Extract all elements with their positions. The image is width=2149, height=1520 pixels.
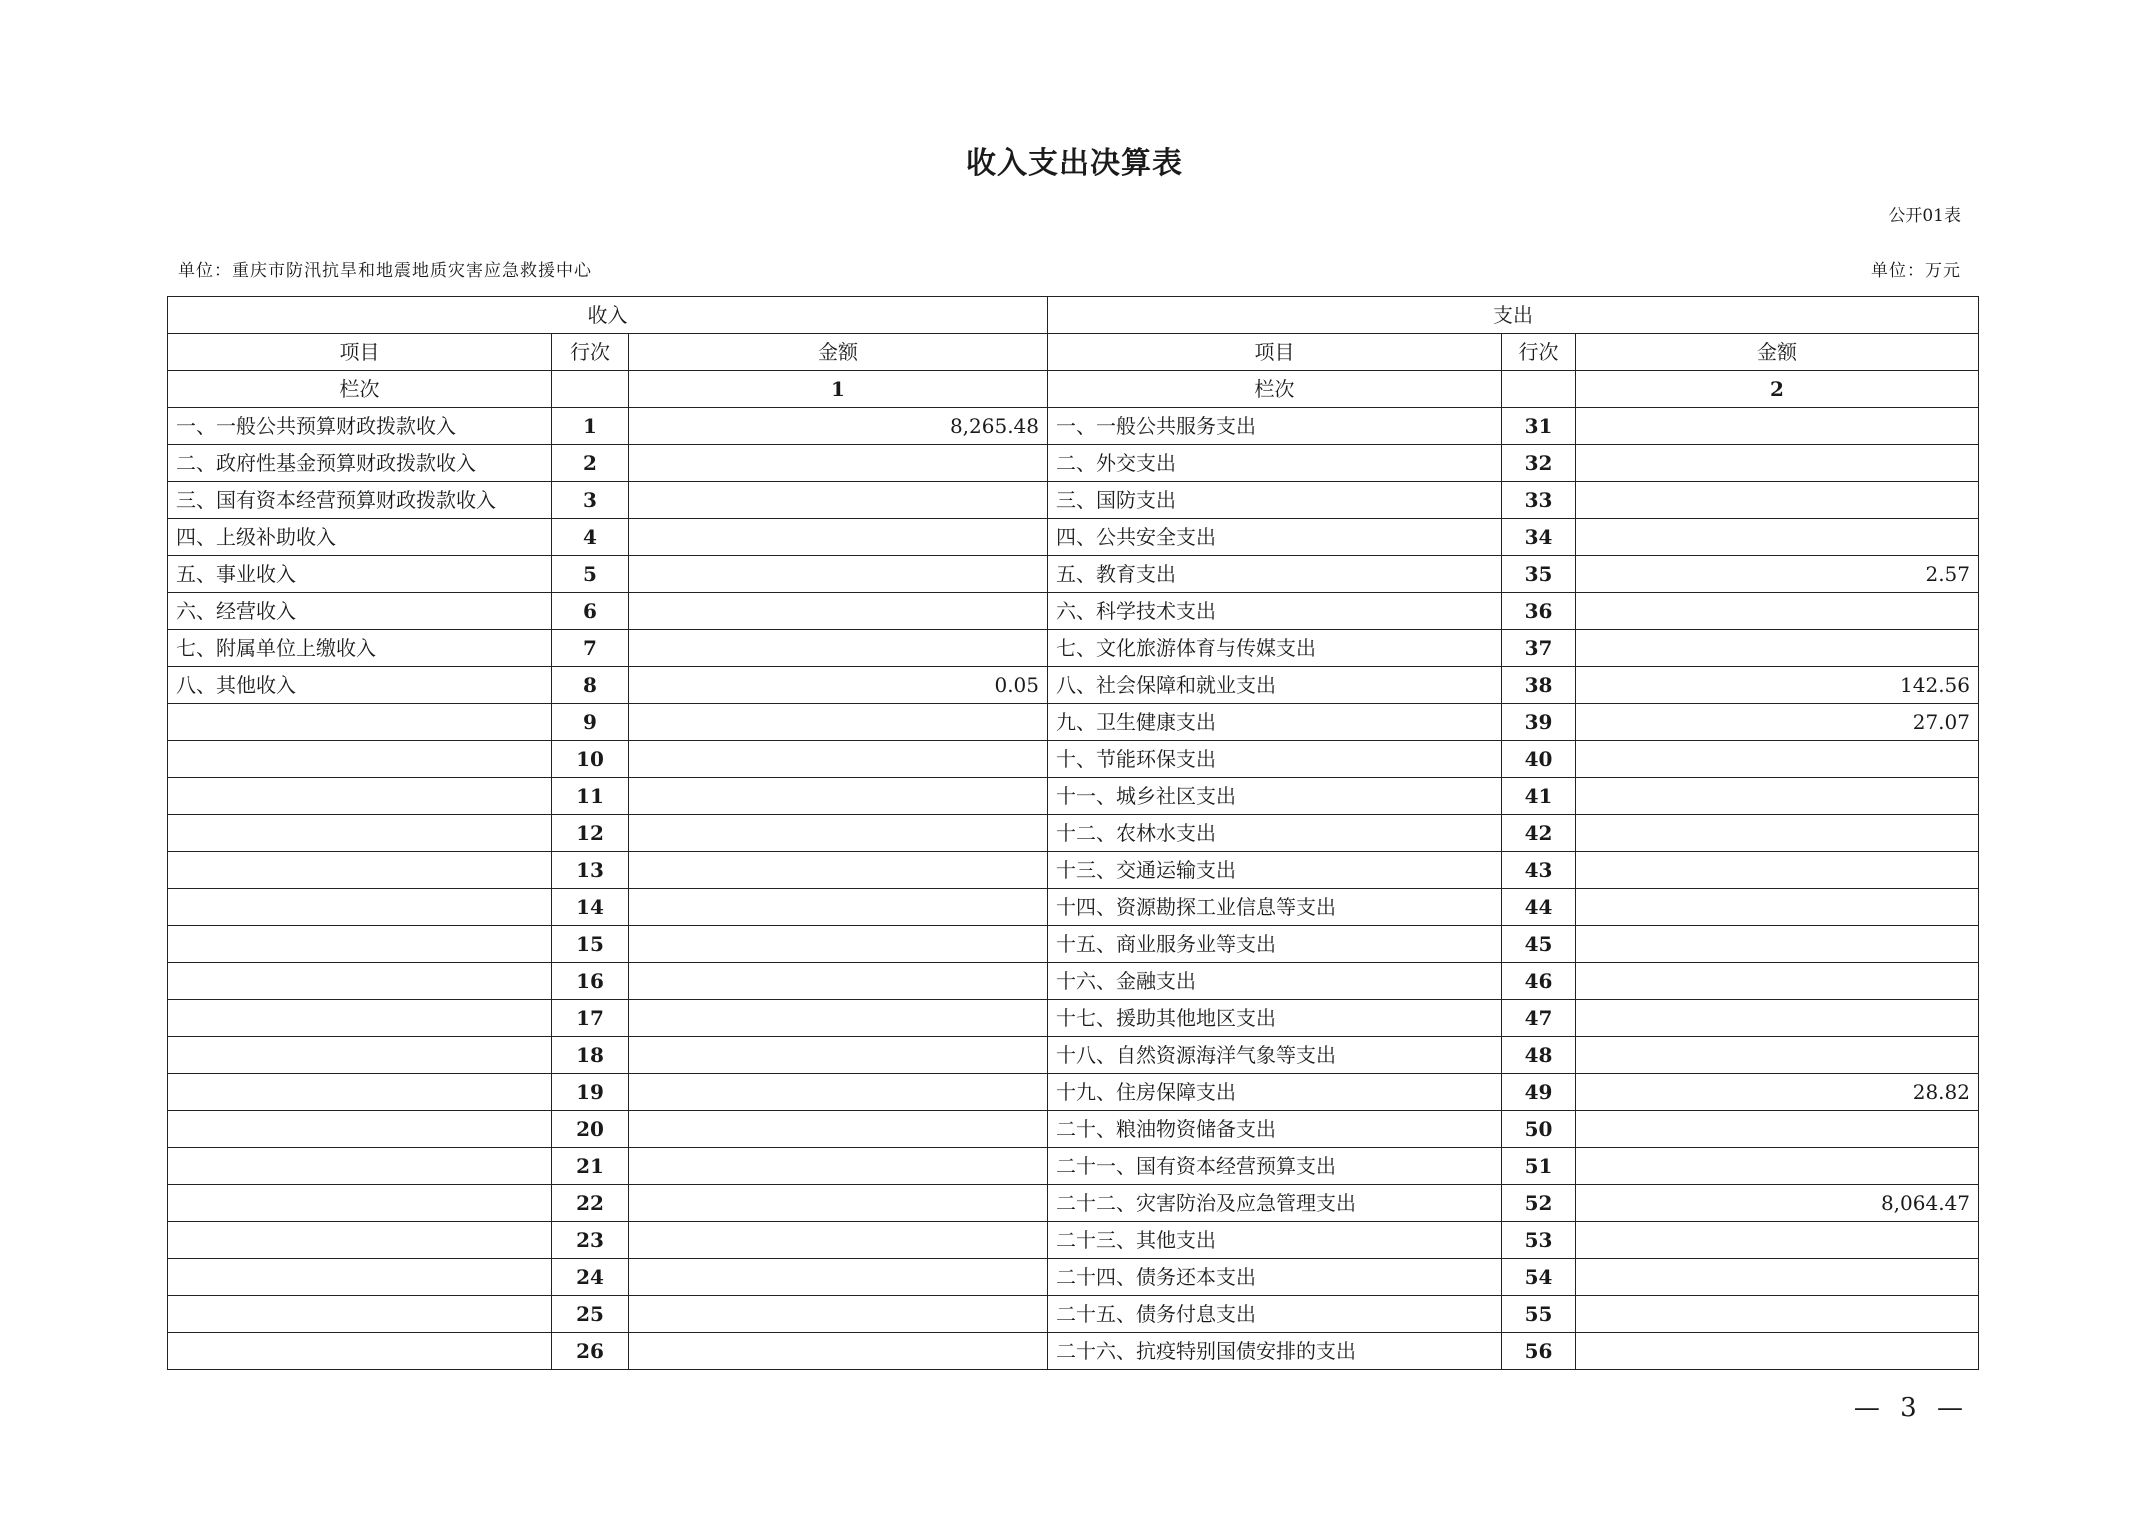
table-row [168, 704, 1979, 741]
income-row-no-cell: 10 [552, 741, 629, 778]
income-amount-cell [629, 778, 1048, 815]
income-amount-cell [629, 741, 1048, 778]
expense-item-cell: 八、社会保障和就业支出 [1048, 667, 1502, 704]
table-row [168, 1333, 1979, 1370]
income-amount-cell [629, 1148, 1048, 1185]
expense-item-cell: 十四、资源勘探工业信息等支出 [1048, 889, 1502, 926]
expense-row-no-cell: 33 [1502, 482, 1576, 519]
expense-item-cell: 二十六、抗疫特别国债安排的支出 [1048, 1333, 1502, 1370]
income-amount-cell: 0.05 [629, 667, 1048, 704]
expense-column-number: 2 [1576, 371, 1979, 408]
income-row-no-cell: 2 [552, 445, 629, 482]
income-row-no-cell: 8 [552, 667, 629, 704]
expense-item-cell: 十三、交通运输支出 [1048, 852, 1502, 889]
expense-amount-cell [1576, 1259, 1979, 1296]
expense-row-no-cell: 42 [1502, 815, 1576, 852]
expense-row-no-cell: 55 [1502, 1296, 1576, 1333]
expense-item-cell: 二、外交支出 [1048, 445, 1502, 482]
expense-amount-cell [1576, 741, 1979, 778]
income-amount-cell [629, 1185, 1048, 1222]
income-amount-header: 金额 [629, 334, 1048, 371]
income-item-cell [168, 778, 552, 815]
expense-row-no-cell: 39 [1502, 704, 1576, 741]
expense-item-cell: 二十三、其他支出 [1048, 1222, 1502, 1259]
table-row [168, 963, 1979, 1000]
income-amount-cell [629, 1000, 1048, 1037]
income-item-header: 项目 [168, 334, 552, 371]
income-item-cell [168, 704, 552, 741]
income-amount-cell [629, 1259, 1048, 1296]
expense-row-no-cell: 38 [1502, 667, 1576, 704]
income-row-no-cell: 26 [552, 1333, 629, 1370]
expense-item-cell: 十二、农林水支出 [1048, 815, 1502, 852]
income-amount-cell [629, 445, 1048, 482]
expense-amount-cell [1576, 1333, 1979, 1370]
income-item-cell [168, 852, 552, 889]
income-amount-cell [629, 519, 1048, 556]
expense-item-cell: 六、科学技术支出 [1048, 593, 1502, 630]
table-row [168, 1148, 1979, 1185]
income-row-no-cell: 12 [552, 815, 629, 852]
income-row-no-header: 行次 [552, 334, 629, 371]
income-amount-cell [629, 1111, 1048, 1148]
income-item-cell [168, 1074, 552, 1111]
income-item-cell: 三、国有资本经营预算财政拨款收入 [168, 482, 552, 519]
income-item-cell [168, 741, 552, 778]
expense-amount-cell [1576, 778, 1979, 815]
expense-item-cell: 九、卫生健康支出 [1048, 704, 1502, 741]
expense-column-label: 栏次 [1048, 371, 1502, 408]
table-row [168, 667, 1979, 704]
income-amount-cell [629, 852, 1048, 889]
income-amount-cell [629, 482, 1048, 519]
expense-row-no-cell: 53 [1502, 1222, 1576, 1259]
expense-amount-cell [1576, 1148, 1979, 1185]
page-number: — 3 — [1853, 1393, 1969, 1423]
income-item-cell [168, 1185, 552, 1222]
income-amount-cell [629, 1296, 1048, 1333]
expense-row-no-cell: 35 [1502, 556, 1576, 593]
expense-item-cell: 二十、粮油物资储备支出 [1048, 1111, 1502, 1148]
income-column-blank [552, 371, 629, 408]
expense-row-no-header: 行次 [1502, 334, 1576, 371]
expense-amount-header: 金额 [1576, 334, 1979, 371]
income-row-no-cell: 16 [552, 963, 629, 1000]
page-title: 收入支出决算表 [966, 146, 1183, 181]
form-number: 公开01表 [1888, 206, 1961, 226]
income-column-number: 1 [629, 371, 1048, 408]
expense-item-cell: 十六、金融支出 [1048, 963, 1502, 1000]
expense-row-no-cell: 44 [1502, 889, 1576, 926]
expense-row-no-cell: 56 [1502, 1333, 1576, 1370]
expense-amount-cell [1576, 482, 1979, 519]
income-item-cell [168, 1259, 552, 1296]
income-amount-cell [629, 1037, 1048, 1074]
expense-row-no-cell: 31 [1502, 408, 1576, 445]
table-row [168, 778, 1979, 815]
income-item-cell [168, 815, 552, 852]
table-row [168, 1111, 1979, 1148]
expense-amount-cell [1576, 889, 1979, 926]
income-item-cell [168, 963, 552, 1000]
income-row-no-cell: 18 [552, 1037, 629, 1074]
expense-amount-cell: 2.57 [1576, 556, 1979, 593]
expense-row-no-cell: 48 [1502, 1037, 1576, 1074]
expense-row-no-cell: 32 [1502, 445, 1576, 482]
income-item-cell [168, 1296, 552, 1333]
income-row-no-cell: 19 [552, 1074, 629, 1111]
income-row-no-cell: 17 [552, 1000, 629, 1037]
income-item-cell: 六、经营收入 [168, 593, 552, 630]
expense-item-cell: 二十四、债务还本支出 [1048, 1259, 1502, 1296]
expense-item-cell: 二十一、国有资本经营预算支出 [1048, 1148, 1502, 1185]
table-row [168, 1259, 1979, 1296]
table-row [168, 519, 1979, 556]
income-row-no-cell: 5 [552, 556, 629, 593]
expense-amount-cell: 27.07 [1576, 704, 1979, 741]
column-header-row [168, 334, 1979, 371]
table-row [168, 482, 1979, 519]
expense-row-no-cell: 47 [1502, 1000, 1576, 1037]
section-header-row [168, 297, 1979, 334]
table-row [168, 741, 1979, 778]
expense-item-cell: 十、节能环保支出 [1048, 741, 1502, 778]
income-row-no-cell: 4 [552, 519, 629, 556]
income-row-no-cell: 15 [552, 926, 629, 963]
expense-item-cell: 三、国防支出 [1048, 482, 1502, 519]
expense-row-no-cell: 50 [1502, 1111, 1576, 1148]
table-row [168, 408, 1979, 445]
income-amount-cell [629, 593, 1048, 630]
income-row-no-cell: 1 [552, 408, 629, 445]
expense-row-no-cell: 34 [1502, 519, 1576, 556]
income-item-cell [168, 926, 552, 963]
expense-item-cell: 四、公共安全支出 [1048, 519, 1502, 556]
expense-amount-cell [1576, 630, 1979, 667]
income-item-cell [168, 1333, 552, 1370]
income-row-no-cell: 9 [552, 704, 629, 741]
expense-amount-cell: 8,064.47 [1576, 1185, 1979, 1222]
income-row-no-cell: 6 [552, 593, 629, 630]
table-row [168, 630, 1979, 667]
table-row [168, 1000, 1979, 1037]
expense-amount-cell [1576, 1037, 1979, 1074]
expense-amount-cell [1576, 815, 1979, 852]
expense-item-cell: 二十五、债务付息支出 [1048, 1296, 1502, 1333]
expense-item-header: 项目 [1048, 334, 1502, 371]
income-row-no-cell: 22 [552, 1185, 629, 1222]
expense-amount-cell: 142.56 [1576, 667, 1979, 704]
income-item-cell [168, 1037, 552, 1074]
reporting-unit: 单位：重庆市防汛抗旱和地震地质灾害应急救援中心 [178, 261, 592, 281]
expense-amount-cell [1576, 408, 1979, 445]
income-item-cell [168, 1222, 552, 1259]
income-amount-cell [629, 556, 1048, 593]
expense-row-no-cell: 52 [1502, 1185, 1576, 1222]
income-item-cell: 二、政府性基金预算财政拨款收入 [168, 445, 552, 482]
table-row [168, 445, 1979, 482]
expense-amount-cell: 28.82 [1576, 1074, 1979, 1111]
expense-row-no-cell: 46 [1502, 963, 1576, 1000]
table-row [168, 926, 1979, 963]
expense-item-cell: 七、文化旅游体育与传媒支出 [1048, 630, 1502, 667]
expense-item-cell: 五、教育支出 [1048, 556, 1502, 593]
income-row-no-cell: 23 [552, 1222, 629, 1259]
income-amount-cell [629, 1333, 1048, 1370]
income-row-no-cell: 25 [552, 1296, 629, 1333]
expense-amount-cell [1576, 593, 1979, 630]
expense-row-no-cell: 49 [1502, 1074, 1576, 1111]
expense-item-cell: 二十二、灾害防治及应急管理支出 [1048, 1185, 1502, 1222]
expense-row-no-cell: 40 [1502, 741, 1576, 778]
income-item-cell: 七、附属单位上缴收入 [168, 630, 552, 667]
expense-row-no-cell: 36 [1502, 593, 1576, 630]
expense-row-no-cell: 51 [1502, 1148, 1576, 1185]
income-expense-table [167, 296, 1979, 1370]
income-header: 收入 [168, 297, 1048, 334]
income-column-label: 栏次 [168, 371, 552, 408]
column-number-row [168, 371, 1979, 408]
expense-amount-cell [1576, 1000, 1979, 1037]
table-row [168, 815, 1979, 852]
table-row [168, 556, 1979, 593]
expense-row-no-cell: 54 [1502, 1259, 1576, 1296]
income-item-cell: 五、事业收入 [168, 556, 552, 593]
income-amount-cell [629, 963, 1048, 1000]
expense-item-cell: 十九、住房保障支出 [1048, 1074, 1502, 1111]
expense-row-no-cell: 43 [1502, 852, 1576, 889]
expense-amount-cell [1576, 963, 1979, 1000]
income-row-no-cell: 13 [552, 852, 629, 889]
currency-unit: 单位：万元 [1871, 261, 1961, 281]
expense-amount-cell [1576, 926, 1979, 963]
income-amount-cell [629, 1222, 1048, 1259]
table-row [168, 1037, 1979, 1074]
expense-amount-cell [1576, 1111, 1979, 1148]
expense-header: 支出 [1048, 297, 1979, 334]
income-item-cell: 八、其他收入 [168, 667, 552, 704]
expense-item-cell: 十七、援助其他地区支出 [1048, 1000, 1502, 1037]
table-row [168, 1185, 1979, 1222]
expense-item-cell: 十一、城乡社区支出 [1048, 778, 1502, 815]
income-row-no-cell: 3 [552, 482, 629, 519]
expense-row-no-cell: 41 [1502, 778, 1576, 815]
expense-item-cell: 十八、自然资源海洋气象等支出 [1048, 1037, 1502, 1074]
income-row-no-cell: 14 [552, 889, 629, 926]
income-item-cell [168, 1148, 552, 1185]
income-amount-cell: 8,265.48 [629, 408, 1048, 445]
income-amount-cell [629, 815, 1048, 852]
income-row-no-cell: 24 [552, 1259, 629, 1296]
expense-item-cell: 一、一般公共服务支出 [1048, 408, 1502, 445]
expense-item-cell: 十五、商业服务业等支出 [1048, 926, 1502, 963]
expense-amount-cell [1576, 1222, 1979, 1259]
table-row [168, 593, 1979, 630]
income-amount-cell [629, 926, 1048, 963]
expense-amount-cell [1576, 445, 1979, 482]
expense-amount-cell [1576, 852, 1979, 889]
table-row [168, 1222, 1979, 1259]
income-item-cell [168, 889, 552, 926]
income-row-no-cell: 20 [552, 1111, 629, 1148]
income-amount-cell [629, 889, 1048, 926]
expense-column-blank [1502, 371, 1576, 408]
table-row [168, 852, 1979, 889]
income-item-cell: 四、上级补助收入 [168, 519, 552, 556]
income-row-no-cell: 7 [552, 630, 629, 667]
income-item-cell [168, 1111, 552, 1148]
income-amount-cell [629, 630, 1048, 667]
income-row-no-cell: 11 [552, 778, 629, 815]
income-item-cell: 一、一般公共预算财政拨款收入 [168, 408, 552, 445]
income-amount-cell [629, 704, 1048, 741]
table-row [168, 889, 1979, 926]
table-row [168, 1296, 1979, 1333]
table-row [168, 1074, 1979, 1111]
expense-amount-cell [1576, 519, 1979, 556]
income-amount-cell [629, 1074, 1048, 1111]
income-item-cell [168, 1000, 552, 1037]
expense-row-no-cell: 37 [1502, 630, 1576, 667]
expense-row-no-cell: 45 [1502, 926, 1576, 963]
income-row-no-cell: 21 [552, 1148, 629, 1185]
expense-amount-cell [1576, 1296, 1979, 1333]
